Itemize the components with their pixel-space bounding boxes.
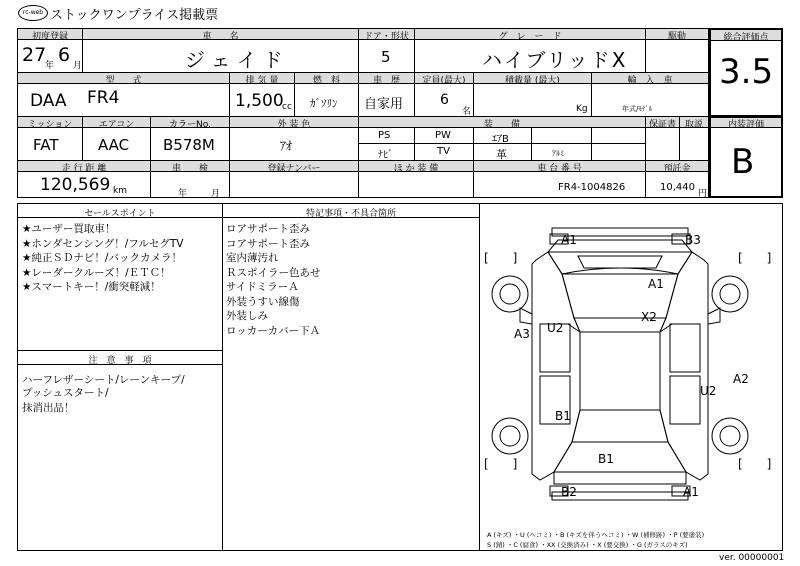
- list-item: Ｒスポイラー色あせ: [226, 266, 321, 279]
- damage-mark: B3: [685, 233, 701, 247]
- damage-mark: B1: [598, 452, 614, 466]
- bracket: [ ]: [738, 251, 772, 265]
- drive-label: 駆動: [667, 32, 686, 42]
- deposit-value: 10,440: [660, 182, 695, 193]
- capacity-unit: 名: [462, 107, 472, 117]
- bracket: [ ]: [484, 457, 518, 471]
- capacity-label: 定員(最大): [422, 76, 466, 86]
- list-item: プッシュスタート/: [22, 387, 109, 399]
- sales-points-title: セールスポイント: [84, 209, 156, 219]
- doors-value: 5: [381, 48, 391, 66]
- capacity-value: 6: [440, 92, 449, 108]
- list-item: ハーフレザーシート/レーンキープ/: [22, 374, 185, 386]
- legend-line-1: A (キズ) ・U (ヘコミ) ・B (キズを伴うヘコミ) ・W (補修跡) ・P (要塗装): [487, 531, 705, 539]
- sales-points-list: [22, 222, 183, 295]
- notes-title: 特記事項・不具合箇所: [305, 209, 396, 219]
- damage-mark: B1: [555, 409, 571, 423]
- damage-mark: A3: [514, 327, 530, 341]
- interior-label: 内装評価: [727, 120, 764, 130]
- mileage-label: 走 行 距 離: [61, 164, 107, 174]
- load-label: 積載量 (最大): [505, 76, 560, 86]
- doors-label: ドア・形状: [364, 32, 409, 42]
- usage-label: 車 歴: [372, 76, 400, 86]
- equip-tv: TV: [437, 146, 450, 157]
- logo: rc-web: [18, 5, 48, 21]
- notes-list: [226, 222, 321, 338]
- bracket: [ ]: [484, 251, 518, 265]
- mileage-value: 120,569: [40, 175, 111, 195]
- equip-airbag: ｴｱB: [492, 134, 509, 145]
- damage-mark: X2: [641, 310, 657, 324]
- car-diagram: [480, 204, 782, 528]
- usage-value: 自家用: [364, 97, 404, 112]
- model-value: FR4: [87, 88, 120, 108]
- damage-mark: A2: [733, 372, 749, 386]
- load-unit: Kg: [576, 104, 588, 114]
- deposit-label: 預託金: [663, 164, 691, 174]
- reg-year: 27: [22, 44, 47, 66]
- model-label: 型 式: [105, 76, 142, 86]
- other-equip-label: ほ か 装 備: [393, 164, 439, 174]
- car-name-label: 車 名: [202, 32, 239, 42]
- fuel-value: ｶﾞｿﾘﾝ: [310, 97, 338, 110]
- inspection-label: 車 検: [171, 164, 208, 174]
- import-label: 輸 入 車: [627, 76, 673, 86]
- grade-label: グ レ ー ド: [498, 32, 562, 42]
- list-item: 抹消出品！: [22, 402, 75, 414]
- interior-score: B: [731, 142, 755, 182]
- equip-ps: PS: [378, 130, 391, 141]
- model-year-label: 年式/ﾓﾃﾞﾙ: [622, 105, 653, 113]
- equip-leather: 革: [496, 148, 507, 161]
- list-item: ロッカーカバー下Ａ: [226, 324, 321, 337]
- version: ver. 00000001: [719, 553, 785, 563]
- caution-list: [22, 374, 185, 415]
- color-no-label: カラーNo.: [169, 120, 211, 130]
- displacement-unit: cc: [282, 102, 292, 112]
- list-item: コアサポート歪み: [226, 237, 310, 250]
- mission-label: ミッション: [27, 120, 73, 130]
- list-item: 外装しみ: [226, 310, 268, 322]
- list-item: ★純正ＳＤナビ！/バックカメラ！: [22, 252, 182, 264]
- list-item: ★レーダークルーズ！/ＥＴＣ！: [22, 266, 171, 279]
- model-prefix: DAA: [30, 91, 67, 111]
- damage-mark: A1: [561, 233, 577, 247]
- plate-label: 登録ナンバー: [267, 164, 321, 174]
- displacement-label: 排 気 量: [245, 76, 279, 86]
- overall-score: 3.5: [719, 52, 774, 92]
- caution-title: 注 意 事 項: [88, 356, 152, 366]
- warranty-label: 保証書: [648, 120, 676, 130]
- fuel-label: 燃 料: [312, 76, 340, 86]
- damage-mark: A1: [648, 277, 664, 291]
- list-item: 室内薄汚れ: [226, 252, 279, 264]
- damage-mark: A1: [683, 485, 699, 499]
- car-name: ジェイド: [185, 48, 289, 72]
- displacement-value: 1,500: [235, 91, 284, 111]
- insp-month-unit: 月: [211, 189, 221, 199]
- damage-mark: U2: [547, 321, 564, 335]
- chassis-label: 車 台 番 号: [537, 164, 582, 174]
- legend-line-2: S (錆) ・C (腐食) ・XX (交換済み) ・X (要交換) ・G (ガラスのキズ): [487, 541, 688, 549]
- score-label: 総合評価点: [723, 33, 769, 43]
- reg-month: 6: [58, 44, 71, 66]
- chassis-value: FR4-1004826: [558, 182, 626, 193]
- manual-label: 取説: [684, 120, 703, 130]
- equip-pw: PW: [435, 130, 451, 141]
- list-item: サイドミラーＡ: [226, 281, 299, 293]
- list-item: ★スマートキー！/衝突軽減！: [22, 281, 161, 293]
- list-item: ★ホンダセンシング！/フルセグTV: [22, 237, 184, 250]
- grade-value: ハイブリッドX: [482, 48, 628, 72]
- color-no-value: B578M: [163, 136, 215, 154]
- equipment-label: 装 備: [483, 120, 520, 130]
- equip-alloy: ｱﾙﾐ: [552, 149, 564, 158]
- damage-mark: B2: [561, 485, 577, 499]
- mission-value: FAT: [33, 136, 59, 154]
- mileage-unit: km: [113, 186, 127, 196]
- reg-month-unit: 月: [73, 61, 83, 71]
- aircon-value: AAC: [98, 136, 130, 154]
- bracket: [ ]: [738, 457, 772, 471]
- insp-year-unit: 年: [178, 189, 188, 199]
- damage-mark: U2: [700, 384, 717, 398]
- exterior-value: ｱｵ: [280, 139, 293, 153]
- exterior-label: 外 装 色: [277, 120, 311, 130]
- reg-year-unit: 年: [45, 61, 55, 71]
- deposit-unit: 円: [698, 189, 708, 199]
- first-reg-label: 初度登録: [31, 32, 68, 42]
- equip-navi: ﾅﾋﾞ: [378, 150, 393, 161]
- form-title: ストックワンプライス掲載票: [50, 8, 219, 23]
- aircon-label: エアコン: [98, 120, 135, 130]
- list-item: ★ユーザー買取車！: [22, 223, 116, 235]
- list-item: 外装うすい線傷: [226, 295, 300, 308]
- list-item: ロアサポート歪み: [226, 223, 310, 235]
